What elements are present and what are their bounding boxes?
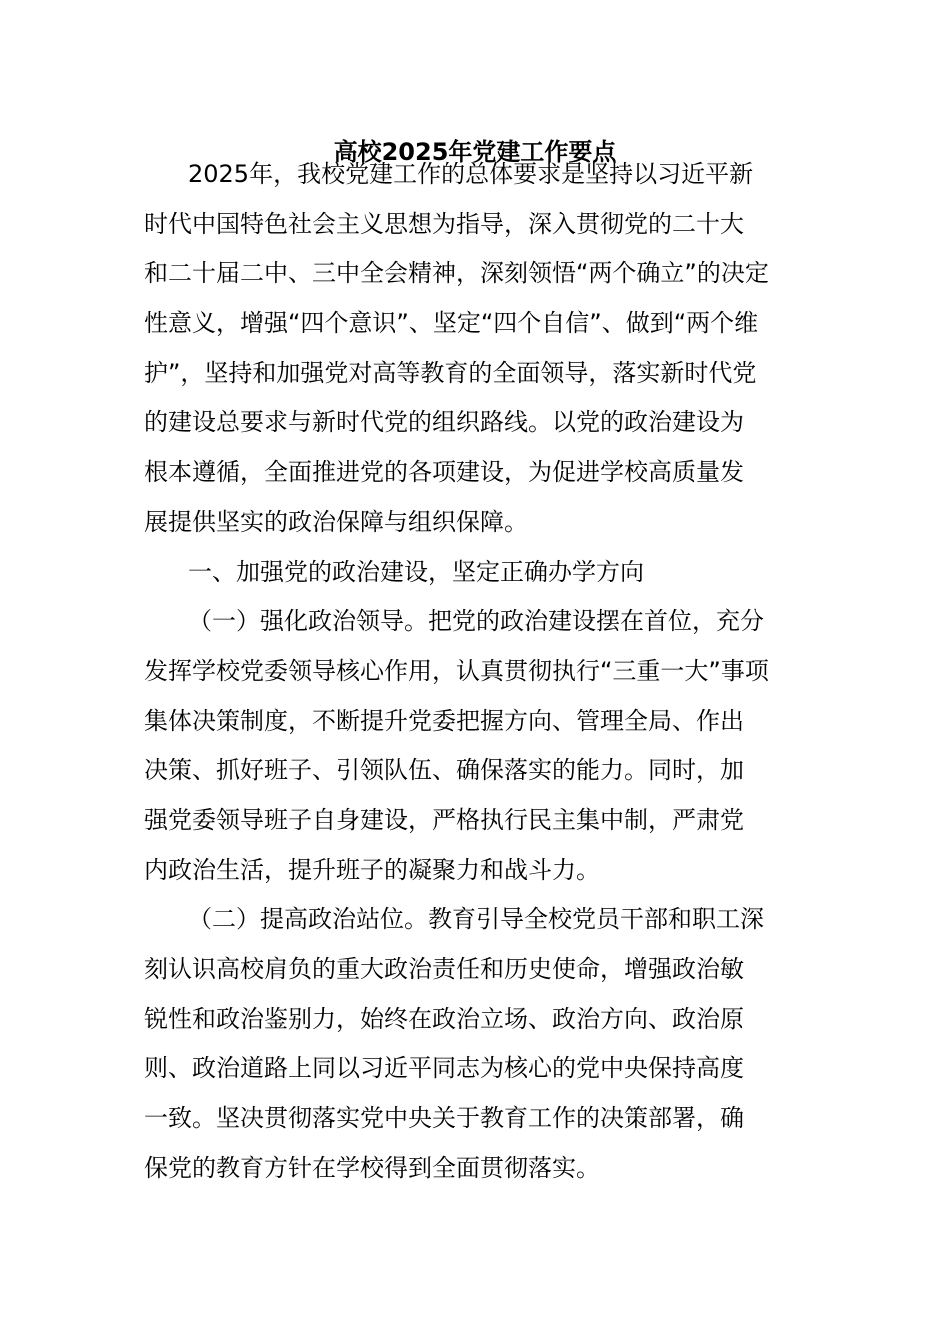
- text-line: 刻认识高校肩负的重大政治责任和历史使命，增强政治敏: [144, 955, 744, 983]
- text-line: 一致。坚决贯彻落实党中央关于教育工作的决策部署，确: [144, 1104, 744, 1133]
- text-line: 性意义，增强“四个意识”、坚定“四个自信”、做到“两个维: [144, 309, 759, 338]
- text-line: 和二十届二中、三中全会精神，深刻领悟“两个确立”的决定: [144, 259, 769, 288]
- document-title: 高校2025年党建工作要点: [333, 138, 617, 166]
- text-line: 内政治生活，提升班子的凝聚力和战斗力。: [144, 855, 600, 884]
- text-line: 时代中国特色社会主义思想为指导，深入贯彻党的二十大: [144, 209, 744, 238]
- text-line: （一）强化政治领导。把党的政治建设摆在首位，充分: [188, 607, 764, 636]
- text-line: 强党委领导班子自身建设，严格执行民主集中制，严肃党: [144, 805, 744, 834]
- text-line: 集体决策制度，不断提升党委把握方向、管理全局、作出: [144, 706, 744, 735]
- text-line: 2025年，我校党建工作的总体要求是坚持以习近平新: [188, 160, 754, 188]
- text-line: 保党的教育方针在学校得到全面贯彻落实。: [144, 1153, 600, 1182]
- text-line: 发挥学校党委领导核心作用，认真贯彻执行“三重一大”事项: [144, 656, 769, 685]
- text-line: 护”，坚持和加强党对高等教育的全面领导，落实新时代党: [144, 358, 757, 387]
- text-line: 的建设总要求与新时代党的组织路线。以党的政治建设为: [144, 408, 744, 437]
- text-line: 则、政治道路上同以习近平同志为核心的党中央保持高度: [144, 1054, 744, 1083]
- section-heading: 一、加强党的政治建设，坚定正确办学方向: [188, 557, 644, 586]
- document-body: [144, 150, 802, 1193]
- text-line: 根本遵循，全面推进党的各项建设，为促进学校高质量发: [144, 458, 744, 487]
- text-line: 锐性和政治鉴别力，始终在政治立场、政治方向、政治原: [144, 1004, 744, 1033]
- text-line: 展提供坚实的政治保障与组织保障。: [144, 507, 528, 536]
- text-line: 决策、抓好班子、引领队伍、确保落实的能力。同时，加: [144, 756, 744, 785]
- text-line: （二）提高政治站位。教育引导全校党员干部和职工深: [188, 905, 764, 934]
